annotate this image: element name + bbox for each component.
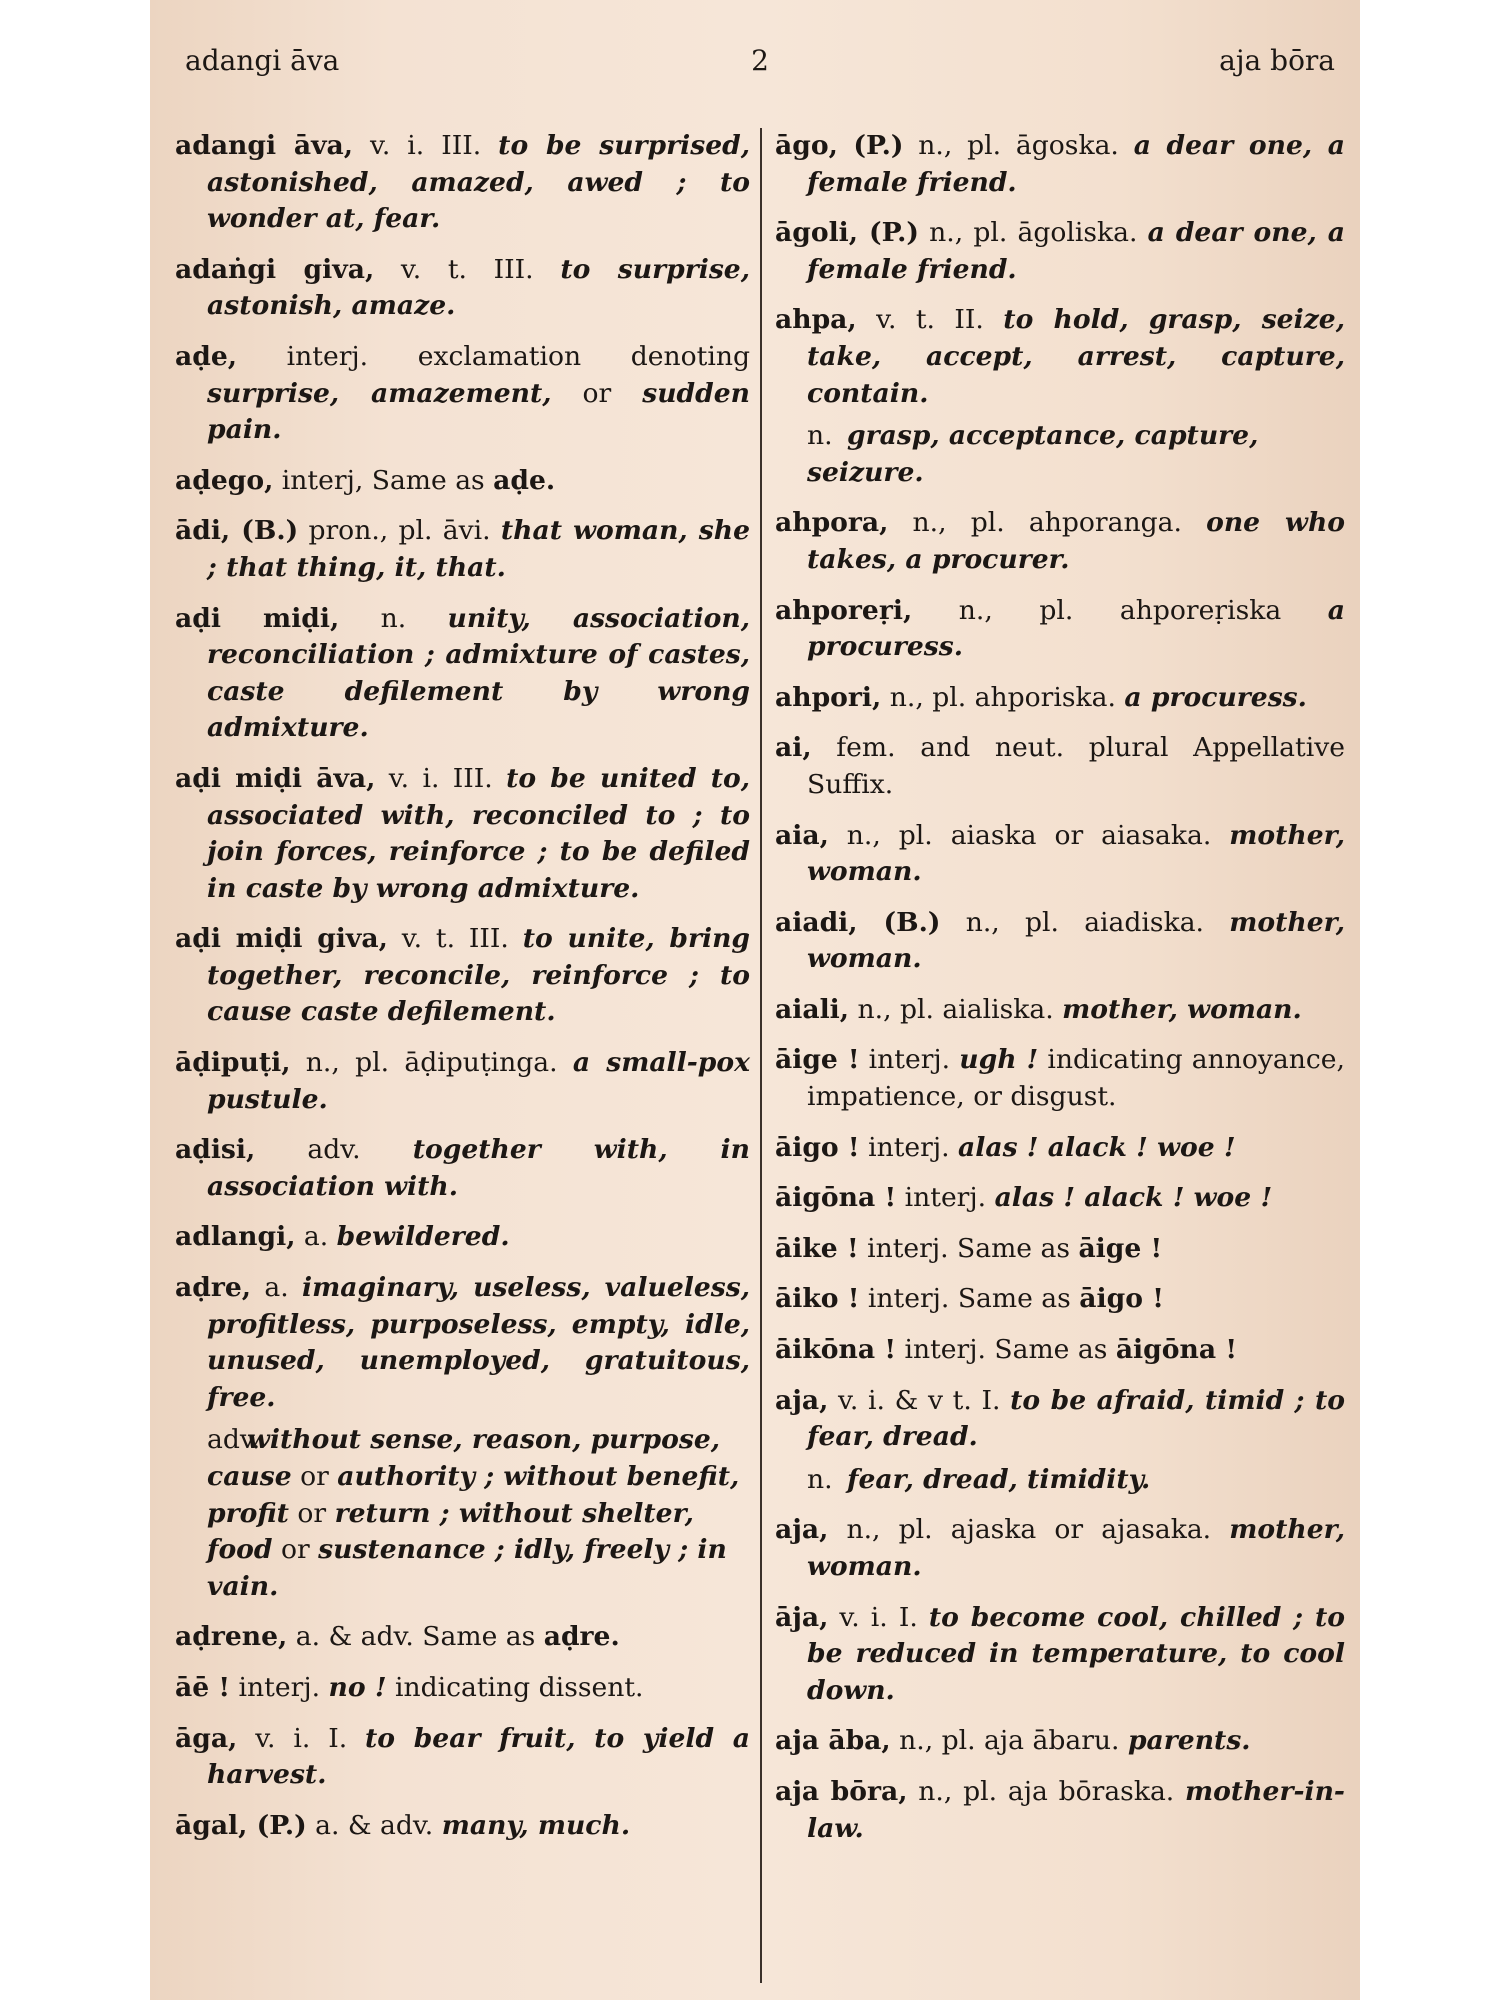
headword: āiko ! <box>775 1283 860 1315</box>
definition: no ! <box>328 1671 387 1703</box>
dictionary-entry <box>775 1231 1345 1268</box>
headword: ahpori, <box>775 681 882 713</box>
definition: fear, dread, timidity. <box>847 1463 1151 1495</box>
grammar-note: v. i. I. <box>237 1722 366 1754</box>
definition: to be united to, associated with, reconciled to ; to join forces, reinforce ; to be defiled in caste by wrong admixture. <box>207 762 751 904</box>
cross-reference: aḍre. <box>543 1621 620 1653</box>
dictionary-entry <box>775 593 1345 666</box>
definition: to become cool, chilled ; to be reduced in temperature, to cool down. <box>807 1601 1345 1706</box>
definition: mother, woman. <box>1062 993 1302 1025</box>
grammar-note: n., pl. ahporanga. <box>888 507 1207 539</box>
dictionary-entry <box>175 252 750 325</box>
grammar-note: interj. Same as <box>858 1232 1079 1264</box>
dictionary-entry <box>175 1808 750 1845</box>
headword: ai, <box>775 732 812 764</box>
headword: āgo, (P.) <box>775 130 904 161</box>
sub-entry <box>175 1422 750 1605</box>
plain-text: or <box>291 1461 338 1492</box>
definition: mother, woman. <box>807 1514 1345 1582</box>
dictionary-entry <box>775 992 1345 1029</box>
definition: to surprise, astonish, amaze. <box>207 253 750 322</box>
dictionary-entry <box>775 1281 1345 1318</box>
definition: many, much. <box>441 1809 631 1841</box>
plain-text: indicating annoyance, impatience, or disgust. <box>807 1044 1345 1113</box>
headword: aḍi miḍi giva, <box>175 923 388 955</box>
grammar-note: n., pl. ahporiska. <box>881 681 1125 713</box>
definition: a dear one, a female friend. <box>807 130 1346 198</box>
dictionary-entry <box>175 761 750 907</box>
headword: āike ! <box>775 1232 859 1264</box>
sub-entry <box>775 1462 1345 1499</box>
column-divider <box>760 128 762 1983</box>
definition: ugh ! <box>959 1044 1039 1076</box>
dictionary-entry <box>175 128 750 238</box>
dictionary-entry <box>775 905 1345 978</box>
sub-entry <box>775 418 1345 491</box>
definition: bewildered. <box>336 1221 510 1253</box>
grammar-note: n., pl. āgoliska. <box>919 217 1148 249</box>
headword: aḍrene, <box>175 1621 288 1653</box>
sub-entry-lead: adv. <box>207 1424 261 1456</box>
grammar-note: interj, Same as <box>273 464 494 496</box>
grammar-note: v. i. I. <box>828 1601 929 1633</box>
dictionary-entry <box>775 1042 1345 1115</box>
headword: aḍego, <box>175 464 274 496</box>
dictionary-entry <box>175 513 750 586</box>
definition: surprise, amazement, <box>207 377 552 409</box>
grammar-note: n., pl. ahporeṛiska <box>912 594 1328 626</box>
plain-text: indicating dissent. <box>386 1671 644 1703</box>
headword: ādi, (B.) <box>175 515 299 547</box>
grammar-note: v. t. III. <box>374 253 561 285</box>
dictionary-entry <box>775 1180 1345 1217</box>
dictionary-entry <box>175 1721 750 1794</box>
definition: to bear fruit, to yield a harvest. <box>207 1722 750 1791</box>
dictionary-entry <box>175 1670 750 1707</box>
definition: to be surprised, astonished, amazed, awed ; to wonder at, fear. <box>207 130 751 235</box>
dictionary-entry <box>775 302 1345 412</box>
grammar-note: v. i. III. <box>375 762 507 794</box>
grammar-note: n., pl. āgoska. <box>903 130 1134 161</box>
dictionary-entry <box>775 505 1345 578</box>
headword: adaṅgi giva, <box>175 253 375 285</box>
dictionary-entry <box>175 921 750 1031</box>
definition: unity, association, reconciliation ; admixture of castes, caste defilement by wrong admixture. <box>207 602 751 744</box>
headword: aḍisi, <box>175 1134 256 1166</box>
dictionary-entry <box>775 818 1345 891</box>
dictionary-entry <box>775 1332 1345 1369</box>
headword: āgoli, (P.) <box>775 217 920 249</box>
dictionary-entry <box>175 1045 750 1118</box>
grammar-note: n., pl. āḍipuṭinga. <box>290 1047 573 1079</box>
dictionary-entry <box>775 1512 1345 1585</box>
headword: aḍi miḍi āva, <box>175 762 376 794</box>
grammar-note: pron., pl. āvi. <box>298 515 501 547</box>
sub-entry-lead: n. <box>807 420 833 452</box>
definition: one who takes, a procurer. <box>807 507 1346 575</box>
grammar-note: a. <box>251 1272 303 1304</box>
definition: a dear one, a female friend. <box>807 217 1345 285</box>
dictionary-entry <box>175 601 750 747</box>
headword: aja bōra, <box>775 1775 908 1807</box>
dictionary-entry <box>775 215 1345 288</box>
headword: aḍe, <box>175 340 238 372</box>
cross-reference: āigōna ! <box>1115 1334 1237 1366</box>
cross-reference: aḍe. <box>493 464 556 496</box>
running-head-left: adangi āva <box>185 44 340 77</box>
dictionary-entry <box>775 128 1345 201</box>
headword: aja, <box>775 1384 829 1416</box>
grammar-note: n., pl. ajaska or ajasaka. <box>828 1514 1230 1546</box>
grammar-note: interj. exclamation denoting <box>237 340 750 372</box>
dictionary-entry <box>175 1619 750 1656</box>
grammar-note: interj. <box>896 1182 995 1214</box>
headword: āja, <box>775 1601 829 1633</box>
definition: a procuress. <box>1124 681 1307 713</box>
grammar-note: v. i. III. <box>353 130 499 161</box>
grammar-note: n. <box>339 602 448 634</box>
grammar-note: v. t. III. <box>387 923 523 955</box>
headword: aḍi miḍi, <box>175 602 340 634</box>
grammar-note: a. <box>295 1221 337 1253</box>
running-head-right: aja bōra <box>1219 44 1335 77</box>
headword: adangi āva, <box>175 130 354 161</box>
dictionary-entry <box>775 1723 1345 1760</box>
grammar-note: adv. <box>255 1134 413 1166</box>
definition: alas ! alack ! woe ! <box>994 1182 1273 1214</box>
definition: to unite, bring together, reconcile, reinforce ; to cause caste defilement. <box>207 923 751 1028</box>
headword: āē ! <box>175 1671 231 1703</box>
headword: āigo ! <box>775 1131 860 1163</box>
grammar-note: interj. <box>230 1671 329 1703</box>
dictionary-page <box>150 0 1360 2000</box>
page-number: 2 <box>751 44 769 77</box>
grammar-note: v. t. II. <box>856 304 1004 336</box>
grammar-note: n., pl. aiaska or aiasaka. <box>828 819 1230 851</box>
definition: sustenance ; idly, freely ; in vain. <box>207 1534 727 1602</box>
dictionary-entry <box>175 463 750 500</box>
cross-reference: āigo ! <box>1079 1283 1164 1315</box>
definition: that woman, she ; that thing, it, that. <box>207 515 750 583</box>
headword: aiali, <box>775 993 850 1025</box>
grammar-note: interj. <box>859 1044 960 1076</box>
headword: adlangi, <box>175 1221 296 1253</box>
dictionary-entry <box>175 1132 750 1205</box>
definition: authority ; without benefit, profit <box>207 1461 740 1529</box>
headword: āga, <box>175 1722 238 1754</box>
headword: ahpa, <box>775 304 857 336</box>
left-column <box>175 128 750 1980</box>
definition: without sense, reason, purpose, cause <box>207 1424 721 1492</box>
headword: aia, <box>775 819 829 851</box>
definition: to be afraid, timid ; to fear, dread. <box>807 1384 1346 1453</box>
grammar-note: interj. <box>859 1131 958 1163</box>
definition: return ; without shelter, food <box>207 1497 694 1566</box>
cross-reference: āige ! <box>1078 1232 1163 1264</box>
headword: āige ! <box>775 1044 860 1076</box>
definition: mother, woman. <box>807 819 1345 888</box>
plain-text: or <box>551 377 643 409</box>
dictionary-entry <box>775 1600 1345 1710</box>
definition: a small-pox pustule. <box>207 1047 750 1115</box>
headword: aja āba, <box>775 1725 891 1757</box>
grammar-note: a. & adv. Same as <box>287 1621 544 1653</box>
definition: mother, woman. <box>807 906 1345 975</box>
dictionary-entry <box>175 339 750 449</box>
right-column <box>775 128 1345 1980</box>
dictionary-entry <box>775 1774 1345 1847</box>
definition: imaginary, useless, valueless, profitless, purposeless, empty, idle, unused, unemployed, gratuitous, free. <box>207 1272 750 1413</box>
grammar-note: n., pl. aja ābaru. <box>890 1725 1128 1757</box>
dictionary-entry <box>775 680 1345 717</box>
grammar-note: n., pl. aiadiska. <box>940 906 1230 938</box>
definition: together with, in association with. <box>207 1134 750 1202</box>
definition: alas ! alack ! woe ! <box>958 1131 1236 1163</box>
headword: ahporeṛi, <box>775 594 913 626</box>
definition: mother-in-law. <box>807 1775 1345 1844</box>
grammar-note: n., pl. aialiska. <box>849 993 1063 1025</box>
grammar-note: interj. Same as <box>896 1334 1116 1366</box>
sub-entry-lead: n. <box>807 1463 833 1495</box>
definition: parents. <box>1127 1725 1251 1757</box>
plain-text: or <box>272 1534 319 1566</box>
page-header <box>185 44 1335 84</box>
dictionary-entry <box>175 1219 750 1256</box>
definition: sudden pain. <box>207 377 750 446</box>
headword: āikōna ! <box>775 1334 896 1366</box>
grammar-note: n., pl. aja bōraska. <box>907 1775 1186 1807</box>
headword: āḍipuṭi, <box>175 1047 291 1079</box>
dictionary-entry <box>775 1130 1345 1167</box>
dictionary-entry <box>175 1270 750 1416</box>
definition: to hold, grasp, seize, take, accept, arrest, capture, contain. <box>807 304 1345 409</box>
headword: āgal, (P.) <box>175 1809 307 1841</box>
headword: āigōna ! <box>775 1182 897 1214</box>
definition: grasp, acceptance, capture, seizure. <box>807 420 1259 488</box>
headword: aḍre, <box>175 1272 252 1304</box>
grammar-note: fem. and neut. plural Appellative Suffix. <box>807 732 1345 800</box>
definition: a procuress. <box>807 594 1345 663</box>
dictionary-entry <box>775 1383 1345 1456</box>
headword: ahpora, <box>775 507 889 539</box>
grammar-note: a. & adv. <box>306 1809 442 1841</box>
grammar-note: v. i. & v t. I. <box>828 1384 1011 1416</box>
dictionary-entry <box>775 730 1345 803</box>
grammar-note: interj. Same as <box>859 1283 1080 1315</box>
plain-text: or <box>288 1497 335 1529</box>
headword: aja, <box>775 1514 829 1546</box>
headword: aiadi, (B.) <box>775 906 941 938</box>
